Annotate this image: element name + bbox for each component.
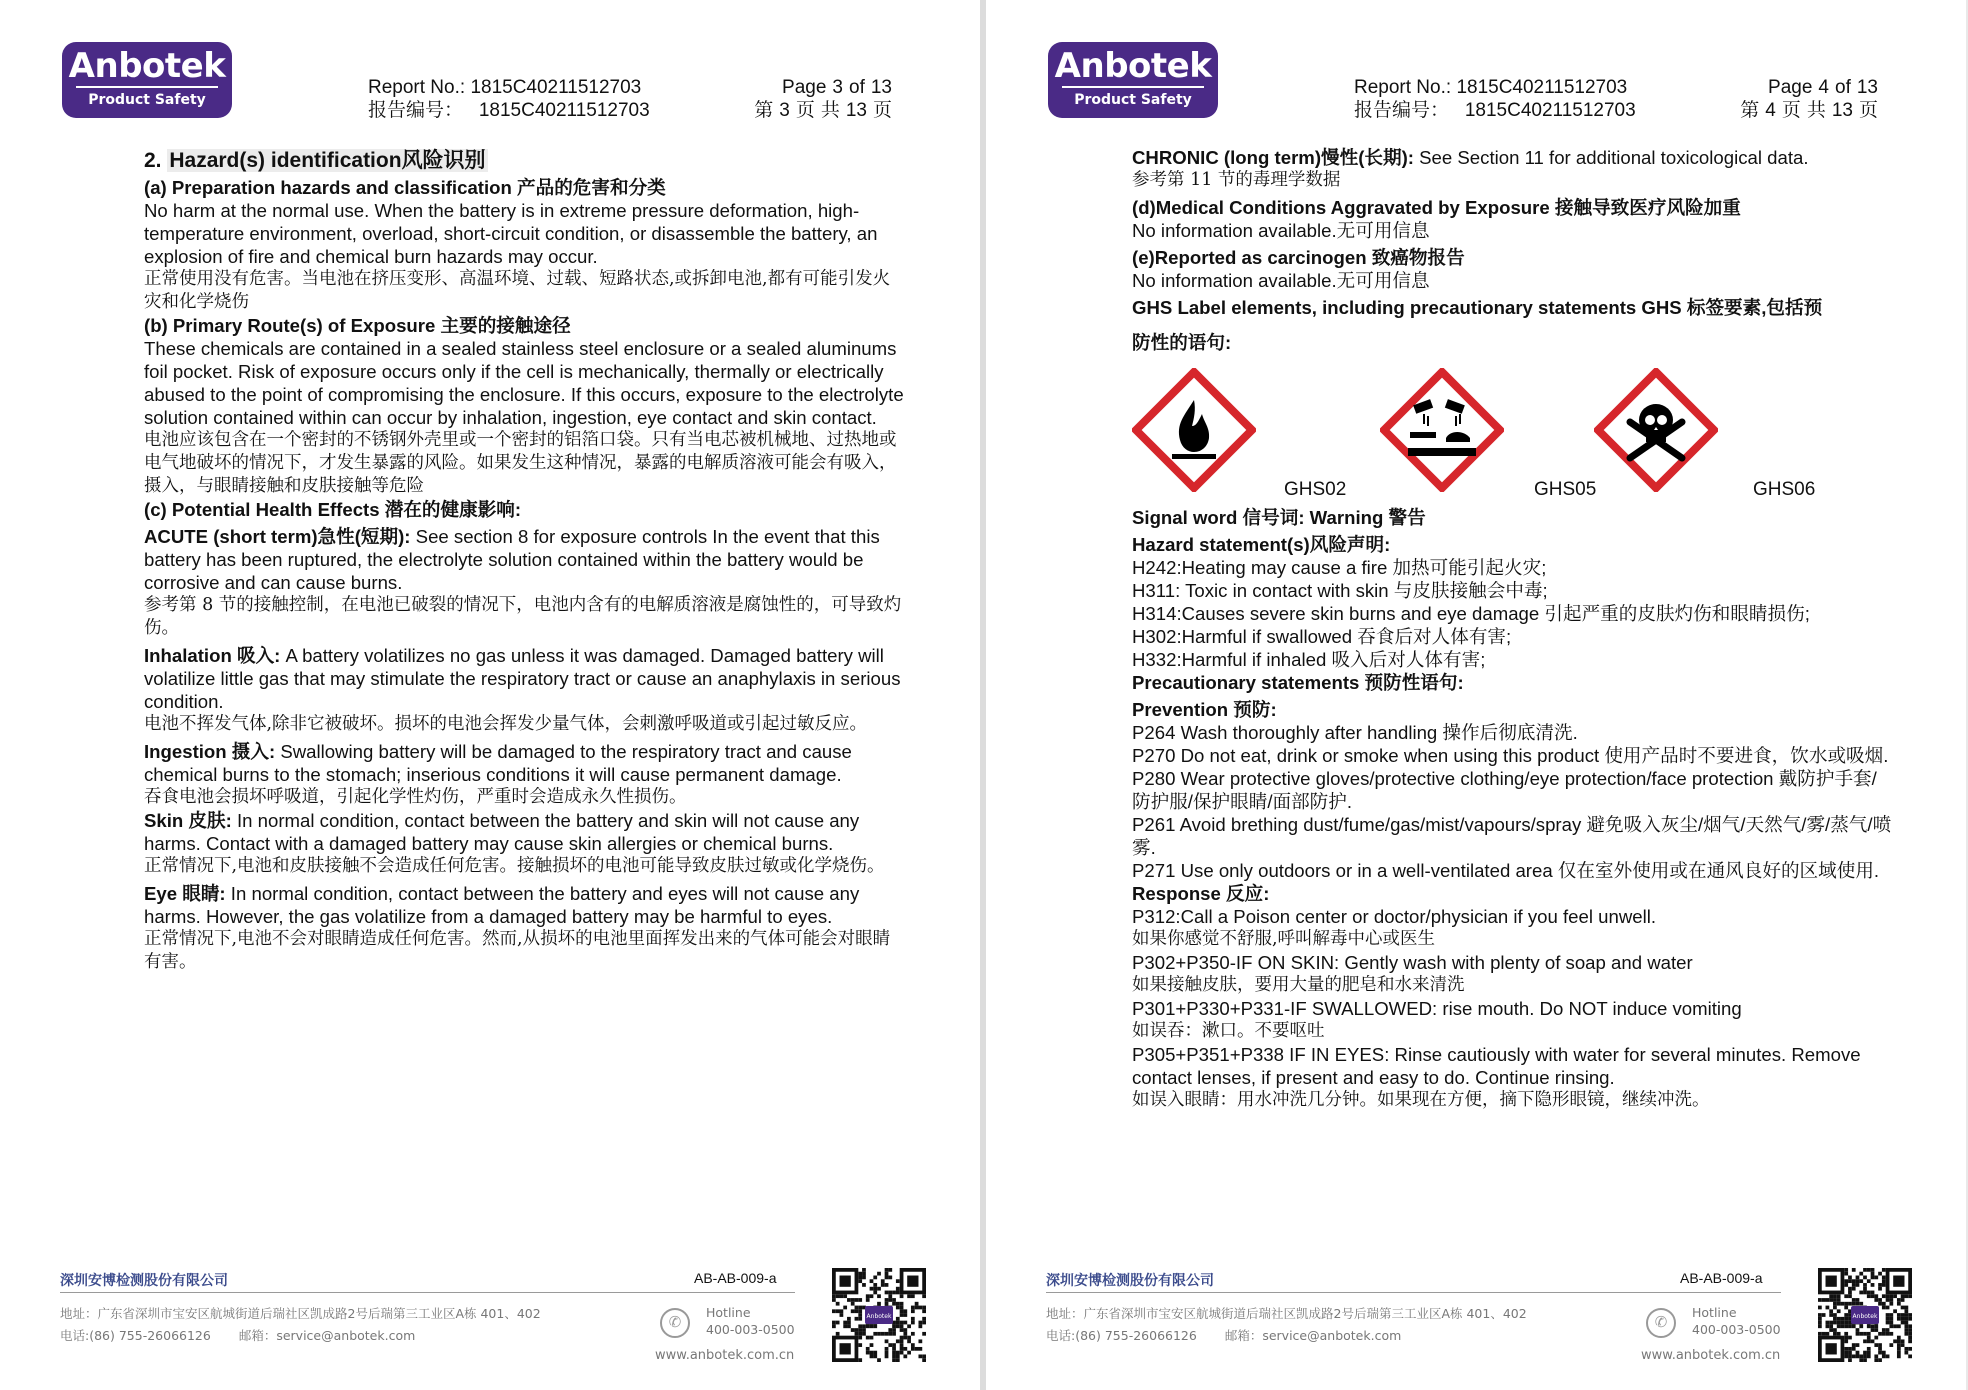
section-title: 2. Hazard(s) identification风险识别 — [144, 149, 486, 172]
skin-paragraph-cn: 正常情况下,电池和皮肤接触不会造成任何危害。接触损坏的电池可能导致皮肤过敏或化学烧伤。 — [144, 856, 885, 876]
list-item: P270 Do not eat, drink or smoke when using this product 使用产品时不要进食，饮水或吸烟. — [1132, 745, 1889, 766]
website-link[interactable]: www.anbotek.com.cn — [1641, 1348, 1781, 1363]
subsection-b-text: These chemicals are contained in a sealed stainless steel enclosure or a sealed aluminums foil pocket. Risk of exposure occurs only if the cell is mechanically, thermally or electrically abused to the point of compromising the enclosure. If this occurs, exposure to the electrolyte solution contained within can occur by inhalation, ingestion, eye contact and skin contact. — [144, 338, 904, 428]
flame-pictogram-icon — [1132, 368, 1256, 492]
eye-paragraph: Eye 眼睛: In normal condition, contact between the battery and eyes will not cause any harms. However, the gas volatilize from a damaged battery may be harmful to eyes. — [144, 883, 860, 927]
ghs06-label: GHS06 — [1753, 479, 1816, 500]
signal-word: Signal word 信号词: Warning 警告 — [1132, 507, 1426, 528]
report-number: Report No.: 1815C40211512703 报告编号： 1815C40211512703 — [368, 77, 650, 121]
acute-paragraph-cn: 参考第 8 节的接触控制，在电池已破裂的情况下，电池内含有的电解质溶液是腐蚀性的，可导致灼伤。 — [144, 595, 902, 638]
document-page-4 — [986, 0, 1966, 1390]
list-item: P312:Call a Poison center or doctor/physician if you feel unwell. — [1132, 906, 1657, 927]
subsection-d-heading: (d)Medical Conditions Aggravated by Exposure 接触导致医疗风险加重 — [1132, 197, 1741, 218]
list-item: 如误入眼睛：用水冲洗几分钟。如果现在方便，摘下隐形眼镜，继续冲洗。 — [1132, 1090, 1710, 1110]
list-item: H332:Harmful if inhaled 吸入后对人体有害; — [1132, 649, 1486, 670]
hazard-list — [1132, 556, 1892, 671]
response-heading: Response 反应: — [1132, 883, 1270, 904]
list-item: P301+P330+P331-IF SWALLOWED: rise mouth. Do NOT induce vomiting — [1132, 998, 1742, 1019]
skin-paragraph: Skin 皮肤: In normal condition, contact between the battery and skin will not cause any harms. Contact with a damaged battery may cause skin allergies or chemical burns. — [144, 810, 860, 854]
page-3-body — [144, 146, 904, 974]
ingestion-paragraph-cn: 吞食电池会损坏呼吸道，引起化学性灼伤，严重时会造成永久性损伤。 — [144, 787, 687, 807]
qr-code-icon — [832, 1268, 926, 1362]
subsection-a-text: No harm at the normal use. When the battery is in extreme pressure deformation, high-temperature environment, overload, short-circuit condition, or disassemble the battery, an explosion of fire and chemical burn hazards may occur. — [144, 200, 878, 267]
list-item: H242:Heating may cause a fire 加热可能引起火灾; — [1132, 557, 1547, 578]
list-item: P264 Wash thoroughly after handling 操作后彻底清洗. — [1132, 722, 1578, 743]
subsection-c-heading: (c) Potential Health Effects 潜在的健康影响: — [144, 499, 522, 520]
list-item: P305+P351+P338 IF IN EYES: Rinse cautiously with water for several minutes. Remove contact lenses, if present and easy to do. Continue rinsing. — [1132, 1044, 1861, 1088]
eye-paragraph-cn: 正常情况下,电池不会对眼睛造成任何危害。然而,从损坏的电池里面挥发出来的气体可能会对眼睛有害。 — [144, 929, 891, 972]
list-item: P302+P350-IF ON SKIN: Gently wash with plenty of soap and water — [1132, 952, 1693, 973]
page-footer: 深圳安博检测股份有限公司 AB-AB-009-a 地址：广东省深圳市宝安区航城街道后瑞社区凯成路2号后瑞第三工业区A栋 401、402 电话:(86) 755-26066126 邮箱：service@anbotek.com ✆ Hotline 400-003-0500 www.anbotek.com.cn Anbotek — [60, 1260, 930, 1380]
list-item: P261 Avoid brething dust/fume/gas/mist/vapours/spray 避免吸入灰尘/烟气/天然气/雾/蒸气/喷雾. — [1132, 814, 1892, 858]
list-item: H314:Causes severe skin burns and eye damage 引起严重的皮肤灼伤和眼睛损伤; — [1132, 603, 1810, 624]
anbotek-logo: Anbotek Product Safety — [62, 42, 232, 118]
page-footer: 深圳安博检测股份有限公司 AB-AB-009-a 地址：广东省深圳市宝安区航城街道后瑞社区凯成路2号后瑞第三工业区A栋 401、402 电话:(86) 755-26066126 邮箱：service@anbotek.com ✆ Hotline 400-003-0500 www.anbotek.com.cn Anbotek — [1046, 1260, 1916, 1380]
ghs05-label: GHS05 — [1534, 479, 1597, 500]
ghs-heading: GHS Label elements, including precautionary statements GHS 标签要素,包括预 — [1132, 297, 1823, 318]
subsection-b-text-cn: 电池应该包含在一个密封的不锈钢外壳里或一个密封的铝箔口袋。只有当电芯被机械地、过热地或电气地破坏的情况下，才发生暴露的风险。如果发生这种情况，暴露的电解质溶液可能会有吸入，摄入，与眼睛接触和皮肤接触等危险 — [144, 430, 897, 496]
list-item: P280 Wear protective gloves/protective clothing/eye protection/face protection 戴防护手套/防护服/保护眼睛/面部防护. — [1132, 768, 1877, 812]
subsection-a-heading: (a) Preparation hazards and classification 产品的危害和分类 — [144, 177, 666, 198]
acute-paragraph: ACUTE (short term)急性(短期): See section 8 for exposure controls In the event that this battery has been ruptured, the electrolyte solution contained within the battery would be corrosive and can cause burns. — [144, 526, 880, 593]
document-page-3 — [0, 0, 980, 1390]
report-number: Report No.: 1815C40211512703 报告编号： 1815C40211512703 — [1354, 77, 1636, 121]
list-item: H302:Harmful if swallowed 吞食后对人体有害; — [1132, 626, 1512, 647]
prevention-list — [1132, 721, 1892, 882]
ghs02-label: GHS02 — [1284, 479, 1347, 500]
response-list — [1132, 905, 1892, 1112]
subsection-a-text-cn: 正常使用没有危害。当电池在挤压变形、高温环境、过载、短路状态,或拆卸电池,都有可能引发火灾和化学烧伤 — [144, 269, 891, 312]
phone-icon: ✆ — [1646, 1308, 1676, 1338]
phone-icon: ✆ — [660, 1308, 690, 1338]
anbotek-logo: Anbotek Product Safety — [1048, 42, 1218, 118]
list-item: 如果你感觉不舒服,呼叫解毒中心或医生 — [1132, 929, 1436, 949]
prevention-heading: Prevention 预防: — [1132, 699, 1277, 720]
inhalation-paragraph: Inhalation 吸入: A battery volatilizes no gas unless it was damaged. Damaged battery will volatilize little gas that may stimulate the respiratory tract or cause an anaphylaxis in serious condition. — [144, 645, 901, 712]
inhalation-paragraph-cn: 电池不挥发气体,除非它被破坏。损坏的电池会挥发少量气体，会刺激呼吸道或引起过敏反应。 — [144, 714, 868, 734]
corrosion-pictogram-icon — [1380, 368, 1504, 492]
ghs-pictograms — [1132, 368, 1892, 504]
subsection-b-heading: (b) Primary Route(s) of Exposure 主要的接触途径 — [144, 315, 571, 336]
precaution-heading: Precautionary statements 预防性语句: — [1132, 672, 1464, 693]
subsection-e-heading: (e)Reported as carcinogen 致癌物报告 — [1132, 247, 1465, 268]
website-link[interactable]: www.anbotek.com.cn — [655, 1348, 795, 1363]
list-item: 如误吞：漱口。不要呕吐 — [1132, 1021, 1325, 1041]
list-item: P271 Use only outdoors or in a well-ventilated area 仅在室外使用或在通风良好的区域使用. — [1132, 860, 1880, 881]
ingestion-paragraph: Ingestion 摄入: Swallowing battery will be damaged to the respiratory tract and cause chemical burns to the stomach; inserious conditions it will cause permanent damage. — [144, 741, 852, 785]
page-number: Page 4 of 13 第 4 页 共 13 页 — [1740, 77, 1878, 121]
list-item: H311: Toxic in contact with skin 与皮肤接触会中毒; — [1132, 580, 1548, 601]
chronic-paragraph: CHRONIC (long term)慢性(长期): See Section 11 for additional toxicological data. — [1132, 147, 1809, 168]
hazard-heading: Hazard statement(s)风险声明: — [1132, 534, 1391, 555]
svg-text:Anbotek: Anbotek — [866, 1313, 892, 1320]
skull-crossbones-pictogram-icon — [1594, 368, 1718, 492]
qr-code-icon — [1818, 1268, 1912, 1362]
svg-text:Anbotek: Anbotek — [1852, 1313, 1878, 1320]
list-item: 如果接触皮肤，要用大量的肥皂和水来清洗 — [1132, 975, 1465, 995]
page-4-body: CHRONIC (long term)慢性(长期): See Section 11 for additional toxicological data. 参考第 11 节的毒理学数据 (d)Medical Conditions Aggravated by Exposure 接触导致医疗风险加重 No information available.无可用信息 (e)Reported as carcinogen 致癌物报告 No information available.无可用信息 GHS Label elements, including precautionary statements GHS 标签要素,包括预 防性的语句: GHS02 GHS05 GHS06 Signal word 信号词: Warning 警告 Hazard statement(s)风险声明: H242:Heating may cause a fire 加热可能引起火灾; H311: Toxic in contact with skin 与皮肤接触会中毒; H314:Causes severe skin burns and eye damage 引起严重的皮肤灼伤和眼睛损伤; H302:Harmful if swallowed 吞食后对人体有害; H332:Harmful if inhaled 吸入后对人体有害; Precautionary statements 预防性语句: Prevention 预防: P264 Wash thoroughly after handling 操作后彻底清洗. P270 Do not eat, drink or smoke when using this product 使用产品时不要进食，饮水或吸烟. P280 Wear protective gloves/protective clothing/eye protection/face protection 戴防护手套/防护服/保护眼睛/面部防护. P261 Avoid brething dust/fume/gas/mist/vapours/spray 避免吸入灰尘/烟气/天然气/雾/蒸气/喷雾. P271 Use only outdoors or in a well-ventilated area 仅在室外使用或在通风良好的区域使用. Response 反应: P312:Call a Poison center or doctor/physician if you feel unwell. 如果你感觉不舒服,呼叫解毒中心或医生 P302+P350-IF ON SKIN: Gently wash with plenty of soap and water 如果接触皮肤，要用大量的肥皂和水来清洗 P301+P330+P331-IF SWALLOWED: rise mouth. Do NOT induce vomiting 如误吞：漱口。不要呕吐 P305+P351+P338 IF IN EYES: Rinse cautiously with water for several minutes. Remove contact lenses, if present and easy to do. Continue rinsing. 如误入眼睛：用水冲洗几分钟。如果现在方便，摘下隐形眼镜，继续冲洗。 — [1132, 147, 1892, 1110]
page-number: Page 3 of 13 第 3 页 共 13 页 — [754, 77, 892, 121]
